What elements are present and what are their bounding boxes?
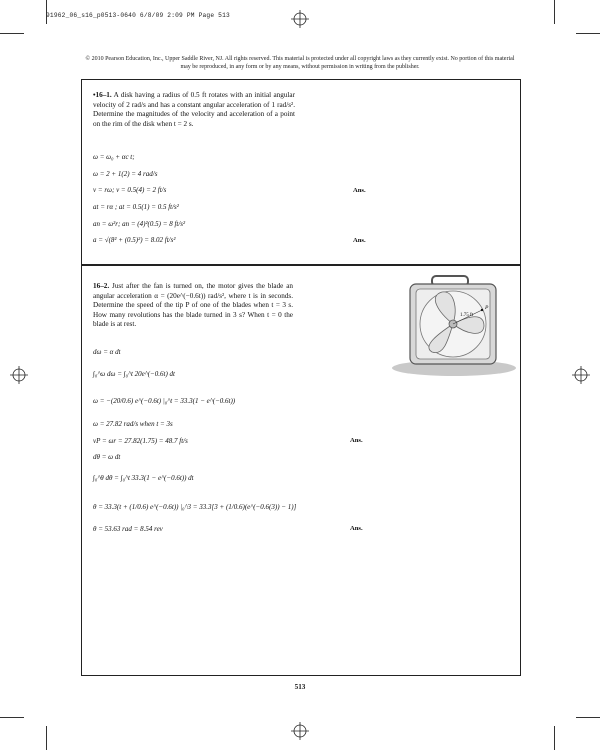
p1-ans-2: Ans. — [353, 237, 366, 244]
registration-mark-bottom — [291, 722, 309, 740]
problem-1-statement — [93, 91, 295, 129]
problem-1-number: •16–1. — [93, 91, 112, 99]
copyright-notice: © 2010 Pearson Education, Inc., Upper Saddle River, NJ. All rights reserved. This material is protected under all copyright laws as they currently exist. No portion of this material may be reproduced, in any form or by any means, without permission in writing from the publisher. — [85, 56, 515, 70]
p1-ans-1: Ans. — [353, 187, 366, 194]
problem-2-statement — [93, 282, 293, 330]
p2-eq-7: ∫₀^θ dθ = ∫₀^t 33.3(1 − e^(−0.6t)) dt — [93, 474, 194, 482]
registration-mark-right — [572, 366, 590, 384]
p1-eq-6: a = √(8² + (0.5)²) = 8.02 ft/s² — [93, 236, 176, 244]
problem-1-text: A disk having a radius of 0.5 ft rotates with an initial angular velocity of 2 rad/s and has a constant angular acceleration of 1 rad/s². Determine the magnitudes of the velocity and acceleration of a point on the rim of the disk when t = 2 s. — [93, 91, 296, 128]
registration-mark-left — [10, 366, 28, 384]
p2-eq-8: θ = 33.3(t + (1/0.6) e^(−0.6t)) |₀^3 = 33.3[3 + (1/0.6)(e^(−0.6(3)) − 1)] — [93, 503, 297, 511]
fan-point-label: P — [485, 305, 489, 311]
fan-radius-label: 1.75 ft — [460, 313, 474, 318]
fan-tip-point — [481, 309, 483, 311]
p2-eq-9: θ = 53.63 rad = 8.54 rev — [93, 525, 163, 533]
p1-eq-3: v = rω; v = 0.5(4) = 2 ft/s — [93, 186, 167, 194]
p2-eq-3: ω = −(20/0.6) e^(−0.6t) |₀^t = 33.3(1 − e^(−0.6t)) — [93, 397, 236, 405]
p1-eq-4: at = rα ; at = 0.5(1) = 0.5 ft/s² — [93, 203, 179, 211]
p2-eq-5: vP = ωr = 27.82(1.75) = 48.7 ft/s — [93, 437, 188, 445]
problem-2-number: 16–2. — [93, 282, 110, 290]
box-fan-figure — [386, 272, 516, 382]
p1-eq-5: an = ω²r; an = (4)²(0.5) = 8 ft/s² — [93, 220, 186, 228]
p2-ans-1: Ans. — [350, 437, 363, 444]
registration-mark-top — [291, 10, 309, 28]
p1-eq-2: ω = 2 + 1(2) = 4 rad/s — [93, 170, 158, 178]
p1-eq-1: ω = ω₀ + αc t; — [93, 153, 135, 161]
p2-eq-1: dω = α dt — [93, 348, 121, 356]
print-slug: 91962_06_s16_p0513-0640 6/8/09 2:09 PM Page 513 — [46, 12, 230, 19]
p2-ans-2: Ans. — [350, 525, 363, 532]
p2-eq-4: ω = 27.82 rad/s when t = 3s — [93, 420, 173, 428]
p2-eq-6: dθ = ω dt — [93, 453, 121, 461]
problem-2-text: Just after the fan is turned on, the motor gives the blade an angular acceleration α = (20e^(−0.6t)) rad/s², where t is in seconds. Determine the speed of the tip P of one of the blades when t = 3 s. How many revolutions has the blade turned in 3 s? When t = 0 the blade is at rest. — [93, 282, 293, 329]
page-number: 513 — [294, 683, 306, 691]
p2-eq-2: ∫₀^ω dω = ∫₀^t 20e^(−0.6t) dt — [93, 370, 175, 378]
